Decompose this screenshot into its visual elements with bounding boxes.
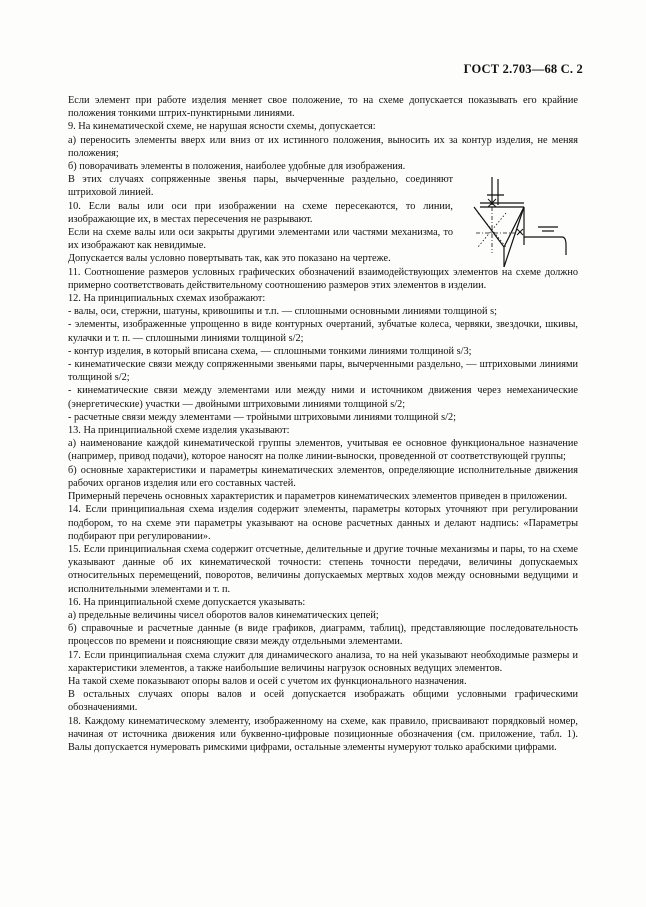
paragraph: Примерный перечень основных характеристик и параметров кинематических элементов приведен в приложении. <box>68 491 568 503</box>
paragraph: 15. Если принципиальная схема содержит отсчетные, делительные и другие точные механизмы и пары, то на схеме указывают данные об их кинематической точности: степень точности передачи, величины допускаемых относительных перемещений, поворотов, величины допускаемых мертвых ходов между основными ведущими и исполнительными элементами и т. п. <box>68 543 578 595</box>
paragraph: 9. На кинематической схеме, не нарушая ясности схемы, допускается: <box>68 121 376 133</box>
paragraph: б) основные характеристики и параметры кинематических элементов, определяющие исполнительные движения рабочих органов изделия или его составных частей. <box>68 464 578 489</box>
paragraph: В этих случаях сопряженные звенья пары, вычерченные раздельно, соединяют штриховой линией. <box>68 174 453 199</box>
paragraph: 18. Каждому кинематическому элементу, изображенному на схеме, как правило, присваивают порядковый номер, начиная от источника движения или буквенно-цифровые позиционные обозначения (см. приложение, табл. 1). Валы допускается нумеровать римскими цифрами, остальные элементы нумеруют только арабскими цифрами. <box>68 715 578 753</box>
paragraph: 13. На принципиальной схеме изделия указывают: <box>68 425 290 437</box>
paragraph: 11. Соотношение размеров условных графических обозначений взаимодействующих элементов на схеме должно примерно соответствовать действительному соотношению размеров этих элементов в изделии. <box>68 266 578 291</box>
paragraph: а) наименование каждой кинематической группы элементов, учитывая ее основное функциональное назначение (например, привод подачи), которое наносят на полке линии-выноски, проведенной от соответствующей группы; <box>68 438 578 463</box>
paragraph: - кинематические связи между сопряженными звеньями пары, вычерченными раздельно, — штриховыми линиями толщиной s/2; <box>68 359 578 384</box>
paragraph: - валы, оси, стержни, шатуны, кривошипы и т.п. — сплошными основными линиями толщиной s; <box>68 306 498 318</box>
paragraph: На такой схеме показывают опоры валов и осей с учетом их функционального назначения. <box>68 675 467 687</box>
paragraph: - расчетные связи между элементами — тройными штриховыми линиями толщиной s/2; <box>68 411 457 423</box>
paragraph: а) переносить элементы вверх или вниз от их истинного положения, выносить их за контур изделия, не меняя положения; <box>68 134 578 159</box>
paragraph: - кинематические связи между элементами или между ними и источником движения через немеханические (энергетические) участки — двойными штриховыми линиями толщиной s/2; <box>68 385 578 410</box>
paragraph: Допускается валы условно повертывать так, как это показано на чертеже. <box>68 253 391 265</box>
paragraph: Если на схеме валы или оси закрыты другими элементами или частями механизма, то их изображают как невидимые. <box>68 227 453 252</box>
paragraph: а) предельные величины чисел оборотов валов кинематических цепей; <box>68 609 379 621</box>
document-body <box>68 94 578 754</box>
paragraph: 14. Если принципиальная схема изделия содержит элементы, параметры которых уточняют при регулировании подбором, то на схеме эти параметры указывают на основе расчетных данных и делают надпись: «Параметры подбирают при регулировании». <box>68 504 578 542</box>
paragraph: 16. На принципиальной схеме допускается указывать: <box>68 596 306 608</box>
paragraph: - контур изделия, в который вписана схема, — сплошными тонкими линиями толщиной s/3; <box>68 345 472 357</box>
paragraph: Если элемент при работе изделия меняет свое положение, то на схеме допускается показывать его крайние положения тонкими штрих-пунктирными линиями. <box>68 95 578 120</box>
paragraph: б) справочные и расчетные данные (в виде графиков, диаграмм, таблиц), представляющие последовательность процессов по времени и поясняющие связи между отдельными элементами. <box>68 623 578 648</box>
page-header: ГОСТ 2.703—68 С. 2 <box>463 62 583 76</box>
paragraph: 17. Если принципиальная схема служит для динамического анализа, то на ней указывают необходимые размеры и характеристики элементов, а также наибольшие величины нагрузок основных ведущих элементов. <box>68 649 578 674</box>
paragraph: б) поворачивать элементы в положения, наиболее удобные для изображения. <box>68 161 406 173</box>
paragraph: В остальных случаях опоры валов и осей допускается изображать общими условными графическими обозначениями. <box>68 689 578 714</box>
paragraph: - элементы, изображенные упрощенно в виде контурных очертаний, зубчатые колеса, червяки, звездочки, шкивы, кулачки и т. п. — сплошными линиями толщиной s/2; <box>68 319 578 344</box>
paragraph: 12. На принципиальных схемах изображают: <box>68 293 266 305</box>
paragraph: 10. Если валы или оси при изображении на схеме пересекаются, то линии, изображающие их, в местах пересечения не разрывают. <box>68 200 453 225</box>
